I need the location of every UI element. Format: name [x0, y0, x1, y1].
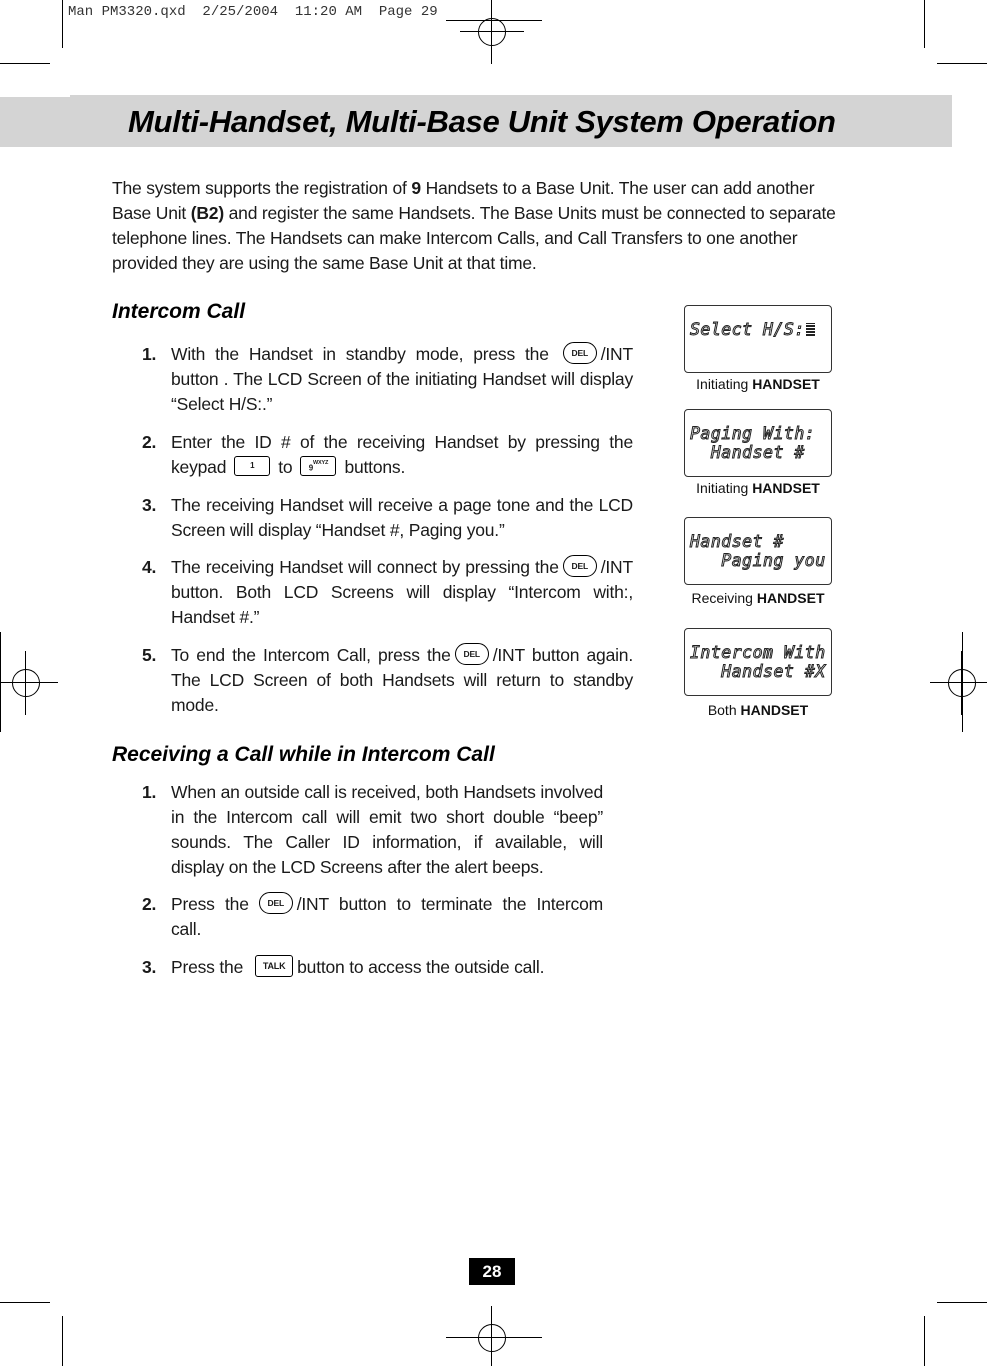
crop-mark-tl-v [62, 0, 63, 48]
crop-mark-bl-v [62, 1316, 63, 1366]
crop-mark-br-h [937, 1302, 987, 1303]
lcd-cursor-icon [806, 323, 815, 336]
crop-mark-tl-h [0, 63, 50, 64]
file-slug: Man PM3320.qxd 2/25/2004 11:20 AM Page 29 [68, 4, 438, 20]
heading-receiving-call: Receiving a Call while in Intercom Call [112, 743, 495, 766]
registration-mark-right [940, 661, 984, 705]
talk-button-icon: TALK [255, 955, 293, 977]
lcd-screen-handset-paging-you: Handset # Paging you [684, 517, 832, 585]
keypad-9-button-icon: $9^{WXYZ}$ [300, 456, 336, 476]
registration-mark-bottom [470, 1316, 514, 1360]
del-int-button-icon: DEL [455, 643, 489, 665]
heading-intercom-call: Intercom Call [112, 300, 246, 323]
page-number: 28 [469, 1258, 515, 1285]
del-int-button-icon: DEL [563, 555, 597, 577]
registration-mark-left [4, 661, 48, 705]
intro-paragraph: The system supports the registration of 9 Handsets to a Base Unit. The user can add another Base Unit (B2) and register the same Handsets. The Base Units must be connected to separate telephone lines. The Handsets can make Intercom Calls, and Call Transfers to one another provided they are using the same Base Unit at that time. [112, 178, 836, 273]
crop-mark-br-v [924, 1316, 925, 1366]
page-title: Multi-Handset, Multi-Base Unit System Operation [128, 104, 836, 139]
crop-mark-bl-h [0, 1302, 50, 1303]
crop-mark-tr-v [924, 0, 925, 48]
lcd-caption: Both HANDSET [707, 702, 809, 718]
crop-mark-tr-h [937, 63, 987, 64]
del-int-button-icon: DEL [259, 892, 293, 914]
registration-mark-top [470, 10, 514, 54]
del-int-button-icon: DEL [563, 342, 597, 364]
lcd-screen-select-hs: Select H/S: [684, 305, 832, 373]
keypad-1-button-icon: 1 [234, 456, 270, 476]
lcd-caption: Initiating HANDSET [696, 376, 820, 392]
lcd-screen-paging-with: Paging With: Handset # [684, 409, 832, 477]
lcd-screen-intercom-with: Intercom With Handset #X [684, 628, 832, 696]
lcd-caption: Receiving HANDSET [691, 590, 825, 606]
lcd-caption: Initiating HANDSET [696, 480, 820, 496]
